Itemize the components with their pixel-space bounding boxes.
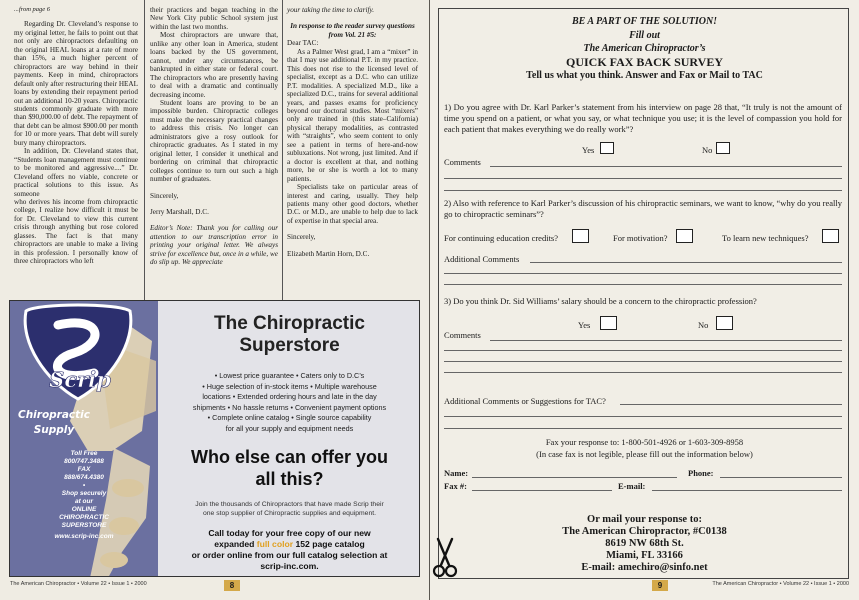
page-number: 9	[652, 580, 668, 591]
ad-bullet-line: • Complete online catalog • Single source capability	[207, 413, 372, 422]
section-heading: In response to the reader survey questions from Vol. 21 #5:	[290, 22, 415, 39]
ad-tagline-line: one stop supplier of Chiropractic supplies and equipment.	[202, 510, 377, 517]
survey-instructions: Tell us what you think. Answer and Fax or Mail to TAC	[526, 70, 763, 81]
q2-option-motivation-label: For motivation?	[613, 233, 668, 243]
q1-yes-label: Yes	[582, 145, 595, 155]
ad-headline	[160, 446, 419, 490]
name-label: Name:	[444, 468, 469, 478]
column-divider	[144, 0, 145, 300]
ad-bullet-line: locations • Extended ordering hours and late in the day	[202, 392, 377, 401]
letter-paragraph: who derives his income from chiropractic college, I realize how difficult it must be for Dr. Cleveland to view this current crisis through anything but rose colored glasses. The fact is that many chiropractors are unable to make a living in this profession. I personally know of three chiropractors who left	[14, 197, 138, 266]
page-footer: The American Chiropractor • Volume 22 • Issue 1 • 2000	[10, 581, 147, 587]
suggestions-line[interactable]	[444, 428, 842, 429]
q1-comment-line[interactable]	[490, 166, 842, 167]
phone-field[interactable]	[720, 477, 842, 478]
letter-column-2	[150, 6, 278, 267]
logo-script-text: Scrip	[49, 367, 111, 392]
editor-note: Editor’s Note: Thank you for calling our attention to our transcription error in printing your original letter. We always strive for excellence but, once in a while, we do slip up. We appreciate	[150, 224, 278, 267]
q2-comment-line[interactable]	[444, 273, 842, 274]
q2-comment-line[interactable]	[530, 262, 842, 263]
letter-paragraph: Specialists take on particular areas of interest and caring, usually. They help patients many other good doctors, whether D.C. or M.D., are unable to help due to lack of expertise in that special area.	[287, 183, 418, 225]
letter-paragraph: As a Palmer West grad, I am a “mixer” in that I may use additional P.T. in my practice. This does not rise to the licensed level of specialist, except as a D.C. who can utilize P.T. modalities. A specialized M.D., like a specialized D.C., trains for several additional years, and passes exams for proficiency beyond our doctoral studies. Most “mixers” only are trained in (this state–California) physical therapy modalities, as contrasted with “straights”, who seem content to only see a patient in terms of here-and-now subluxations. Not wrong, just limited. And if a doctor is excellent at that, and nothing more, he or she is worth a lot to many patients.	[287, 47, 418, 183]
signature: Elizabeth Martin Horn, D.C.	[287, 249, 370, 258]
q2-comment-line[interactable]	[444, 284, 842, 285]
ad-bullet-list	[160, 371, 419, 434]
right-page	[430, 0, 859, 600]
question-1: 1) Do you agree with Dr. Karl Parker’s statement from his interview on page 28 that, “It truly is not the amount of time you spend on a patient, or what you say, or what technique you use; it is the level of compassion you hold for each patient that makes everything we do really work”?	[444, 102, 842, 134]
editor-note-end: your taking the time to clarify.	[287, 6, 375, 14]
mail-address: 8619 NW 68th St.	[605, 538, 684, 549]
q1-no-checkbox[interactable]	[716, 142, 730, 154]
q3-no-checkbox[interactable]	[716, 316, 733, 330]
shop-line: SUPERSTORE	[61, 522, 107, 529]
ad-logo-panel	[10, 301, 158, 576]
letter-paragraph: their practices and began teaching in the New York City public School system just within the last two months.	[150, 6, 278, 31]
q3-no-label: No	[698, 320, 709, 330]
q2-option-ce-label: For continuing education credits?	[444, 233, 559, 243]
letter-paragraph: Regarding Dr. Cleveland’s response to my original letter, he fails to point out that not only are chiropractors defaulting on the original HEAL loans at a rate of more than 15%, a much higher percent of chiropractors are way behind in their payments. Keep in mind, chiropractors default only after restructuring their HEAL loans by extending their repayment period out an additional 10-20 years. Chiropractic students commonly graduate with more than $90,000.00 of debt. The repayment of that debt can be almost $900.00 per month for 10 or more years. That debt will surely bury many chiropractors.	[14, 20, 138, 147]
mail-address: Miami, FL 33166	[606, 550, 683, 561]
email-field[interactable]	[652, 490, 842, 491]
shop-line: CHIROPRACTIC	[59, 514, 109, 521]
q2-option-ce-checkbox[interactable]	[572, 229, 589, 243]
ad-call-line: Call today for your free copy of our new	[208, 528, 371, 538]
ad-bullet-line: • Lowest price guarantee • Caters only to D.C’s	[214, 371, 365, 380]
mail-address: The American Chiropractor, #C0138	[562, 526, 727, 537]
fax-number: 888/674.4380	[64, 474, 104, 481]
left-page	[0, 0, 429, 600]
suggestions-label: Additional Comments or Suggestions for TAC?	[444, 396, 606, 406]
q1-comment-line[interactable]	[444, 190, 842, 191]
tollfree-label: Toll Free	[70, 450, 98, 457]
ad-headline-line: all this?	[255, 469, 324, 489]
shop-line: at our	[74, 498, 94, 505]
q1-no-label: No	[702, 145, 713, 155]
ad-bullet-line: shipments • No hassle returns • Convenient payment options	[192, 402, 387, 412]
survey-header-line: The American Chiropractor’s	[583, 43, 706, 54]
question-2: 2) Also with reference to Karl Parker’s discussion of his chiropractic seminars, we want to know, “why do you really go to chiropractic seminars”?	[444, 198, 842, 219]
email-label: E-mail:	[618, 481, 646, 491]
letter-paragraph: In addition, Dr. Cleveland states that, “Students loan management must continue to be monitored and aggressive....” Dr. Cleveland offers no viable, concrete or practical solutions to this issue. As someone	[14, 147, 138, 198]
shop-line: Shop securely	[61, 490, 107, 497]
ad-call-word: 152 page catalog	[295, 539, 365, 549]
scrip-logo	[10, 301, 158, 451]
closing: Sincerely,	[150, 191, 179, 200]
name-field[interactable]	[472, 477, 677, 478]
survey-border	[438, 8, 849, 579]
logo-subtitle: Supply	[33, 424, 75, 436]
question-3: 3) Do you think Dr. Sid Williams’ salary should be a concern to the chiropractic profession?	[444, 296, 757, 306]
column-divider	[282, 0, 283, 300]
continued-from: ...from page 6	[14, 6, 51, 13]
fax-note: (In case fax is not legible, please fill out the information below)	[536, 449, 753, 459]
ad-bullet-line: for all your supply and equipment needs	[225, 423, 354, 433]
survey-title: QUICK FAX BACK SURVEY	[565, 55, 724, 69]
ad-title-line: The Chiropractic	[214, 313, 365, 334]
suggestions-line[interactable]	[444, 416, 842, 417]
q2-option-techniques-checkbox[interactable]	[822, 229, 839, 243]
q3-comment-line[interactable]	[444, 361, 842, 362]
bullet: •	[82, 482, 86, 489]
ad-tagline	[160, 500, 419, 518]
suggestions-line[interactable]	[620, 404, 842, 405]
ad-body	[160, 301, 419, 576]
fax-label: Fax #:	[444, 481, 467, 491]
tollfree-number: 800/747.3488	[64, 458, 104, 465]
q1-yes-checkbox[interactable]	[600, 142, 614, 154]
q3-yes-label: Yes	[578, 320, 591, 330]
ad-headline-line: Who else can offer you	[190, 447, 389, 467]
ad-website: www.scrip-inc.com	[54, 533, 114, 540]
ad-tagline-line: Join the thousands of Chiropractors that have made Scrip their	[195, 501, 384, 508]
ad-phone-block	[10, 450, 158, 541]
q1-comments-label: Comments	[444, 157, 481, 167]
mail-heading: Or mail your response to:	[587, 514, 702, 525]
scissors-icon	[432, 537, 458, 579]
ad-call-line: or order online from our full catalog selection at	[191, 550, 388, 560]
logo-subtitle: Chiropractic	[17, 409, 91, 421]
q3-comment-line[interactable]	[444, 372, 842, 373]
phone-label: Phone:	[688, 468, 714, 478]
q1-comment-line[interactable]	[444, 178, 842, 179]
ad-call-word: expanded	[214, 539, 255, 549]
ad-call-url: scrip-inc.com.	[260, 561, 319, 571]
letter-paragraph: Student loans are proving to be an impossible burden. Chiropractic colleges must make the necessary practical changes to address this crisis. No longer can administrators give a rosy outlook for chiropractic graduates. As I stated in my original letter, I consider it unethical and bordering on criminal that chiropractic colleges continue to turn out such a high number of graduates.	[150, 98, 278, 184]
page-number: 8	[224, 580, 240, 591]
mail-email: E-mail: amechiro@sinfo.net	[581, 562, 708, 573]
q3-comment-line[interactable]	[490, 340, 842, 341]
fax-label: FAX	[77, 466, 91, 473]
ad-call-line	[160, 539, 419, 550]
ad-bullet-line: • Huge selection of in-stock items • Multiple warehouse	[202, 381, 377, 391]
page-footer: The American Chiropractor • Volume 22 • Issue 1 • 2000	[712, 581, 849, 587]
fax-numbers: Fax your response to: 1-800-501-4926 or 1-603-309-8958	[545, 437, 744, 447]
ad-call-to-action	[160, 528, 419, 572]
q3-comments-label: Comments	[444, 330, 481, 340]
shop-line: ONLINE	[71, 506, 97, 513]
scrip-advertisement	[9, 300, 420, 577]
q2-option-techniques-label: To learn new techniques?	[722, 233, 809, 243]
q2-comments-label: Additional Comments	[444, 254, 520, 264]
survey-header-line: BE A PART OF THE SOLUTION!	[571, 16, 718, 27]
survey-header-line: Fill out	[629, 30, 660, 41]
q3-comment-line[interactable]	[444, 350, 842, 351]
q3-yes-checkbox[interactable]	[600, 316, 617, 330]
ad-title-line: Superstore	[239, 335, 340, 356]
ad-call-full-color: full color	[256, 539, 294, 549]
closing: Sincerely,	[287, 233, 316, 242]
letter-column-1	[14, 6, 138, 266]
ad-title	[160, 313, 419, 357]
letter-paragraph: Most chiropractors are unware that, unlike any other loan in America, student loans backed by the US government, cannot, under any circumstances, be bankrupted in either state or federal court. The chiropractors who are presently having to deal with a dramatic and continually decreasing income.	[150, 31, 278, 99]
signature: Jerry Marshall, D.C.	[150, 207, 209, 216]
fax-field[interactable]	[472, 490, 612, 491]
salutation: Dear TAC:	[287, 39, 319, 48]
letter-column-3	[287, 6, 418, 258]
q2-option-motivation-checkbox[interactable]	[676, 229, 693, 243]
